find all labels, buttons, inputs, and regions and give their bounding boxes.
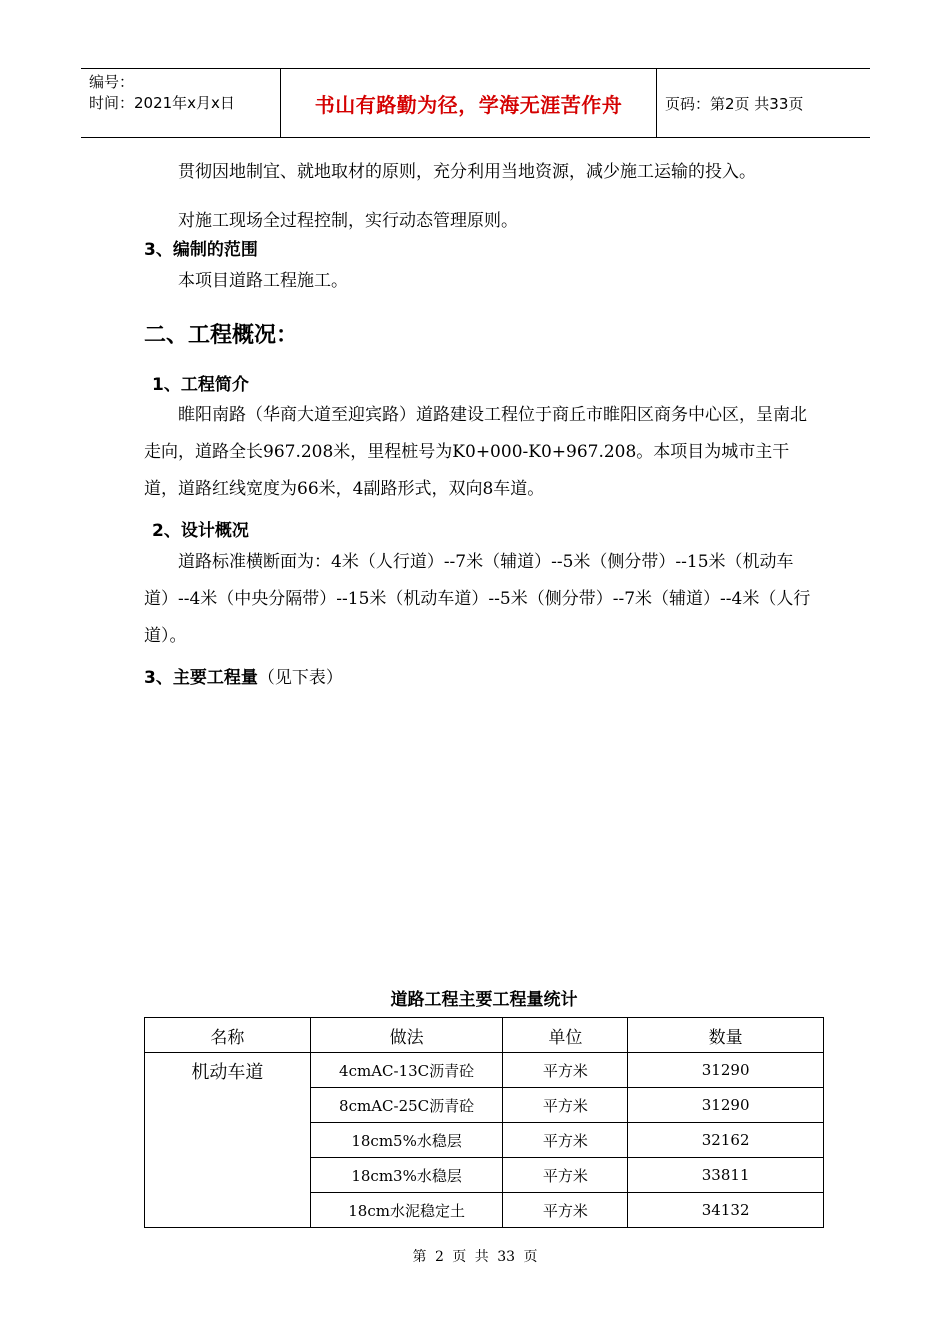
- paragraph-local-materials: 贯彻因地制宜、就地取材的原则，充分利用当地资源，减少施工运输的投入。: [178, 162, 756, 182]
- page-footer: 第 2 页 共 33 页: [412, 1249, 538, 1265]
- table-title: 道路工程主要工程量统计: [390, 990, 578, 1010]
- col-header-quantity: 数量: [628, 1018, 824, 1053]
- doc-time-label: 时间：2021年x月x日: [89, 94, 235, 112]
- unit-cell: 平方米: [503, 1193, 628, 1228]
- quantity-cell: 32162: [628, 1123, 824, 1158]
- header-page-info: 页码：第2页 共33页: [665, 94, 804, 113]
- header-meta: [81, 69, 281, 137]
- heading-design-overview: 2、设计概况: [152, 521, 249, 541]
- table-header-row: [145, 1018, 824, 1053]
- quantities-table: [144, 1017, 824, 1228]
- method-cell: 18cm3%水稳层: [310, 1158, 503, 1193]
- unit-cell: 平方米: [503, 1088, 628, 1123]
- doc-number-label: 编号：: [89, 73, 135, 91]
- method-cell: 18cm水泥稳定土: [310, 1193, 503, 1228]
- page-header: [81, 68, 870, 138]
- paragraph-design-overview: 道路标准横断面为：4米（人行道）--7米（辅道）--5米（侧分带）--15米（机动车道）--4米（中央分隔带）--15米（机动车道）--5米（侧分带）--7米（辅道）--4米（人行道）。: [144, 552, 811, 646]
- heading-main-quantities-note: （见下表）: [257, 668, 343, 688]
- quantity-cell: 33811: [628, 1158, 824, 1193]
- paragraph-scope: 本项目道路工程施工。: [178, 271, 348, 291]
- table-row: [145, 1053, 824, 1088]
- quantity-cell: 31290: [628, 1053, 824, 1088]
- paragraph-project-intro: 睢阳南路（华商大道至迎宾路）道路建设工程位于商丘市睢阳区商务中心区，呈南北走向，道路全长967.208米，里程桩号为K0+000-K0+967.208。本项目为城市主干道，道路红线宽度为66米，4副路形式，双向8车道。: [144, 405, 807, 499]
- paragraph-dynamic-management: 对施工现场全过程控制，实行动态管理原则。: [178, 211, 518, 231]
- heading-main-quantities-text: 3、主要工程量: [144, 668, 258, 688]
- section-title-overview: 二、工程概况：: [144, 323, 299, 348]
- method-cell: 4cmAC-13C沥青砼: [310, 1053, 503, 1088]
- col-header-name: 名称: [145, 1018, 311, 1053]
- unit-cell: 平方米: [503, 1123, 628, 1158]
- heading-project-intro: 1、工程简介: [152, 375, 249, 395]
- method-cell: 18cm5%水稳层: [310, 1123, 503, 1158]
- header-motto: 书山有路勤为径，学海无涯苦作舟: [281, 69, 657, 137]
- heading-main-quantities: [144, 663, 343, 688]
- method-cell: 8cmAC-25C沥青砼: [310, 1088, 503, 1123]
- unit-cell: 平方米: [503, 1158, 628, 1193]
- col-header-unit: 单位: [503, 1018, 628, 1053]
- heading-scope: 3、编制的范围: [144, 240, 258, 260]
- quantity-cell: 31290: [628, 1088, 824, 1123]
- quantity-cell: 34132: [628, 1193, 824, 1228]
- group-name-cell: 机动车道: [145, 1053, 311, 1228]
- col-header-method: 做法: [310, 1018, 503, 1053]
- unit-cell: 平方米: [503, 1053, 628, 1088]
